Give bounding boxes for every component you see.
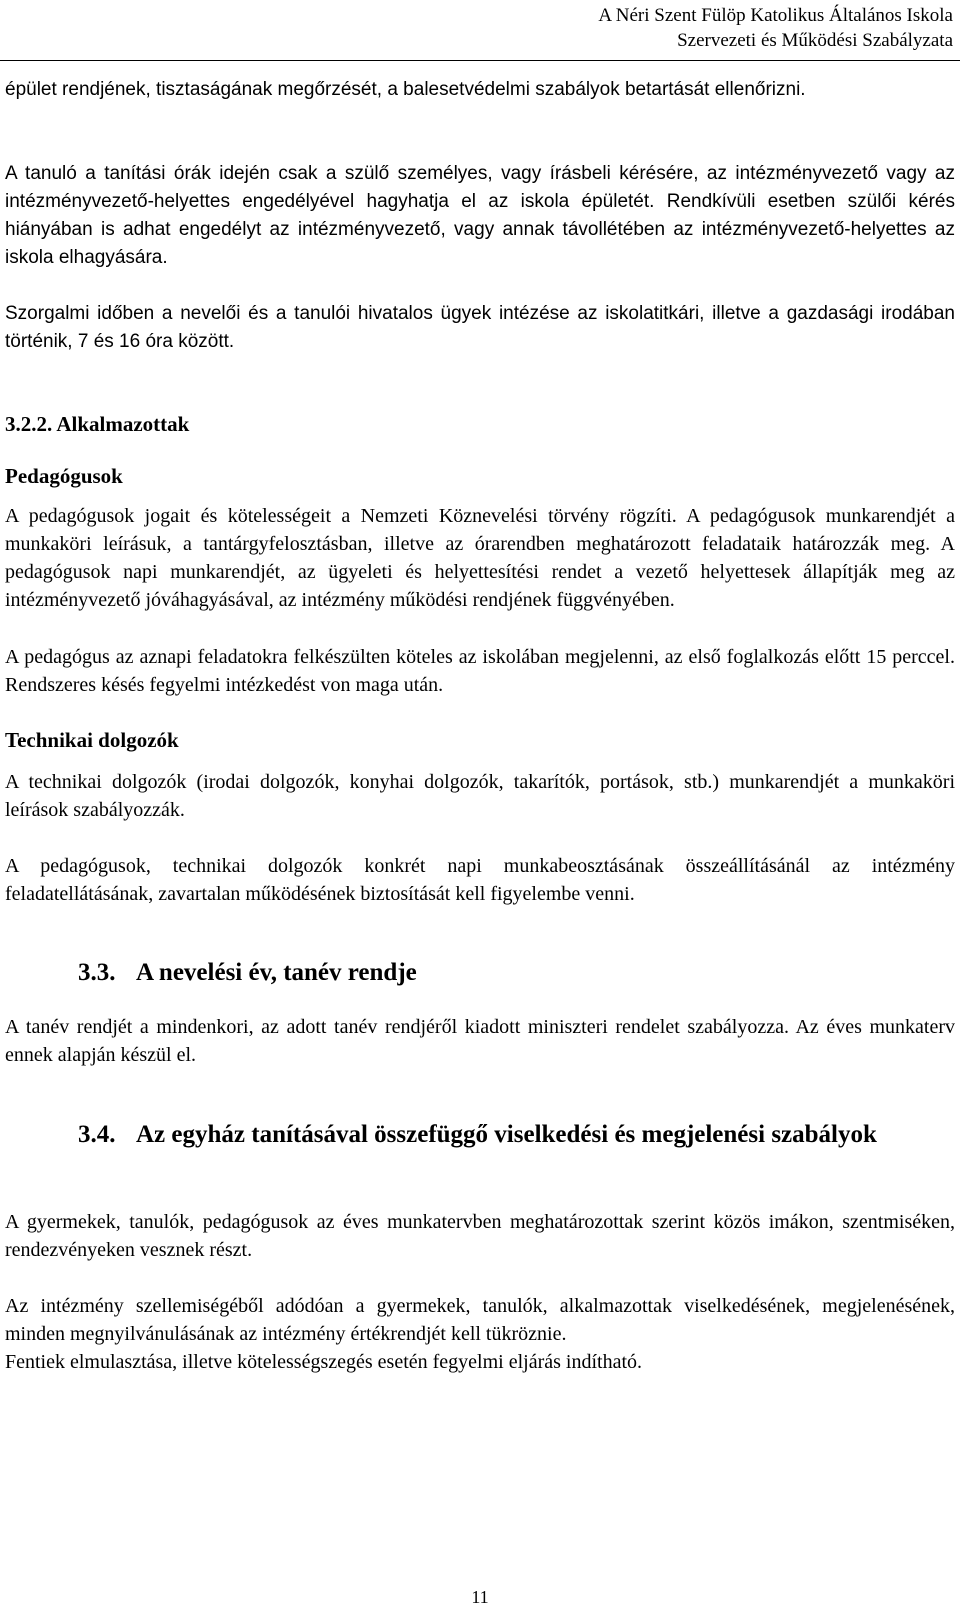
heading-34-number: 3.4. bbox=[78, 1121, 116, 1148]
page-header bbox=[598, 3, 953, 53]
header-document-title: Szervezeti és Működési Szabályzata bbox=[677, 30, 953, 51]
paragraph-institution-values: Az intézmény szellemiségéből adódóan a gyermekek, tanulók, alkalmazottak viselkedésének, megjelenésének, minden megnyilvánulásának az intézmény értékrendjét kell tükröznie. Fentiek elmulasztása, illetve kötelességszegés esetén fegyelmi eljárás indítható. bbox=[5, 1292, 955, 1376]
paragraph-work-schedule: A pedagógusok, technikai dolgozók konkrét napi munkabeosztásának összeállításánál az intézmény feladatellátásának, zavartalan működésének biztosítását kell figyelembe venni. bbox=[5, 855, 955, 905]
heading-33-number: 3.3. bbox=[78, 959, 116, 986]
paragraph-teachers-duties: A pedagógusok jogait és kötelességeit a Nemzeti Köznevelési törvény rögzíti. A pedagógusok munkarendjét a munkaköri leírásuk, a tantárgyfelosztásban, illetve az órarendben meghatározott feladataik határozzák meg. A pedagógusok napi munkarendjét, az ügyeleti és helyettesítési rendet a vezető helyettesek állapítják meg az intézményvezető jóváhagyásával, az intézmény működési rendjének függvényében. bbox=[5, 505, 955, 611]
paragraph-disciplinary: Fentiek elmulasztása, illetve kötelességszegés esetén fegyelmi eljárás indítható. bbox=[5, 1351, 643, 1373]
page-number: 11 bbox=[471, 1587, 489, 1607]
heading-technical-staff: Technikai dolgozók bbox=[5, 728, 179, 752]
heading-teachers: Pedagógusok bbox=[5, 464, 123, 488]
heading-322-employees: 3.2.2. Alkalmazottak bbox=[5, 412, 190, 436]
header-school-name: A Néri Szent Fülöp Katolikus Általános Iskola bbox=[598, 5, 953, 26]
heading-34-church-rules bbox=[5, 1118, 955, 1151]
paragraph-prayers-masses: A gyermekek, tanulók, pedagógusok az éves munkatervben meghatározottak szerint közös imákon, szentmiséken, rendezvényeken vesznek részt. bbox=[5, 1211, 955, 1261]
heading-34-text: Az egyház tanításával összefüggő viselkedési és megjelenési szabályok bbox=[136, 1121, 877, 1148]
heading-33-text: A nevelési év, tanév rendje bbox=[136, 959, 417, 986]
paragraph-leaving-school: A tanuló a tanítási órák idején csak a szülő személyes, vagy írásbeli kérésére, az intézményvezető vagy az intézményvezető-helyettes engedélyével hagyhatja el az iskola épületét. Rendkívüli esetben szülői kérés hiányában is adhat engedélyt az intézményvezető, vagy annak távollétében az intézményvezető-helyettes az iskola elhagyására. bbox=[5, 163, 955, 268]
paragraph-office-hours: Szorgalmi időben a nevelői és a tanulói hivatalos ügyek intézése az iskolatitkári, illetve a gazdasági irodában történik, 7 és 16 óra között. bbox=[5, 303, 955, 352]
paragraph-technical-staff: A technikai dolgozók (irodai dolgozók, konyhai dolgozók, takarítók, portások, stb.) munkarendjét a munkaköri leírások szabályozzák. bbox=[5, 771, 955, 821]
heading-33-school-year bbox=[5, 956, 955, 989]
header-divider bbox=[0, 60, 960, 61]
paragraph-building-order: épület rendjének, tisztaságának megőrzését, a balesetvédelmi szabályok betartását ellenőrizni. bbox=[5, 79, 806, 100]
paragraph-teachers-punctuality: A pedagógus az aznapi feladatokra felkészülten köteles az iskolában megjelenni, az első foglalkozás előtt 15 perccel. Rendszeres késés fegyelmi intézkedést von maga után. bbox=[5, 646, 955, 696]
paragraph-school-year-order: A tanév rendjét a mindenkori, az adott tanév rendjéről kiadott miniszteri rendelet szabályozza. Az éves munkaterv ennek alapján készül el. bbox=[5, 1016, 955, 1066]
